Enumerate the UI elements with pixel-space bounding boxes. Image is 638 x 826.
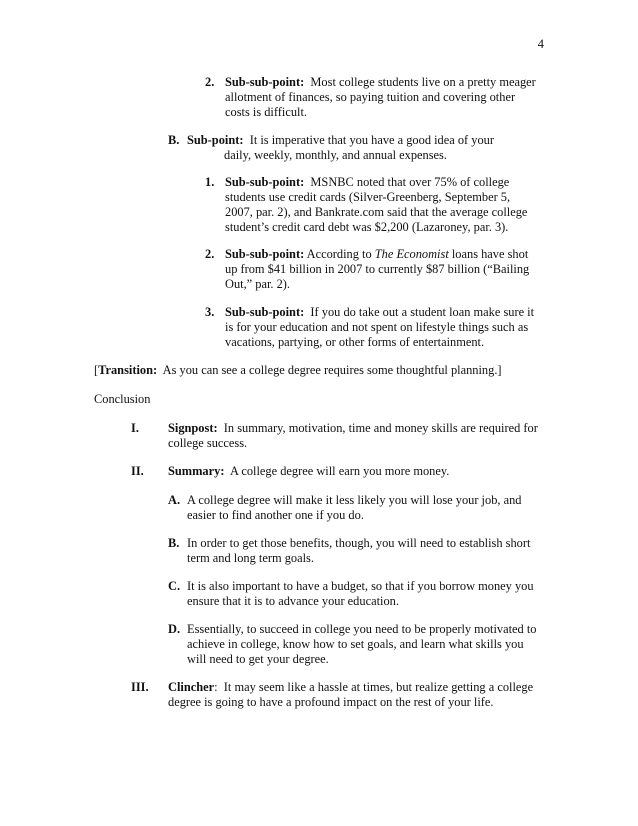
item-text-line: allotment of finances, so paying tuition and covering other [225,90,516,104]
item-text-line: MSNBC noted that over 75% of college [310,175,510,189]
item-number: 1. [205,175,215,189]
item-title: Summary: [168,464,225,478]
item-text-line: A college degree will earn you more money. [229,464,450,478]
item-text-line: Essentially, to succeed in college you need to be properly motivated to [187,622,537,636]
item-title: Clincher [168,680,215,694]
item-text-line: It may seem like a hassle at times, but realize getting a college [223,680,534,694]
item-text-line: In summary, motivation, time and money skills are required for [223,421,538,435]
item-text-line: It is imperative that you have a good idea of your [249,133,494,147]
item-number: 3. [205,305,215,319]
item-number: 2. [205,247,215,261]
item-title: Sub-sub-point: [225,247,305,261]
item-letter: A. [168,493,181,507]
item-text-line: A college degree will make it less likely you will lose your job, and [187,493,522,507]
item-title: Signpost: [168,421,218,435]
item-text-line: is for your education and not spent on lifestyle things such as [225,320,529,334]
item-title: Sub-sub-point: [225,305,305,319]
item-letter: B. [168,133,180,147]
publication-title: The Economist [374,247,449,261]
item-text-line: daily, weekly, monthly, and annual expenses. [224,148,447,162]
item-text-line: student’s credit card debt was $2,200 (Lazaroney, par. 3). [225,220,509,234]
item-text-line: college success. [168,436,248,450]
conclusion-heading: Conclusion [94,392,151,406]
roman-numeral: II. [131,464,144,478]
item-text-line: Most college students live on a pretty meager [310,75,536,89]
item-text-line: up from $41 billion in 2007 to currently $87 billion (“Bailing [225,262,530,276]
item-title: Sub-sub-point: [225,75,305,89]
item-text-line: ensure that it is to advance your education. [187,594,399,608]
transition [94,363,502,378]
item-letter: B. [168,536,180,550]
page-number: 4 [537,37,544,51]
roman-numeral: III. [131,680,149,694]
item-text-line: In order to get those benefits, though, you will need to establish short [187,536,531,550]
item-text-line: students use credit cards (Silver-Greenberg, September 5, [225,190,511,204]
item-text-pre: According to [306,247,375,261]
item-text-line: vacations, partying, or other forms of entertainment. [225,335,485,349]
item-text-line: degree is going to have a profound impact on the rest of your life. [168,695,494,709]
item-text-line: easier to find another one if you do. [187,508,364,522]
item-text-line: It is also important to have a budget, so that if you borrow money you [187,579,534,593]
item-text-post: loans have shot [448,247,529,261]
transition-open-bracket: [ [94,363,99,377]
item-title: Sub-point: [187,133,244,147]
transition-text: As you can see a college degree requires some thoughtful planning.] [162,363,502,377]
item-text-line: term and long term goals. [187,551,314,565]
item-title: Sub-sub-point: [225,175,305,189]
item-text-line: costs is difficult. [225,105,308,119]
item-text-line: achieve in college, know how to set goals, and learn what skills you [187,637,524,651]
item-text-line: If you do take out a student loan make sure it [310,305,535,319]
transition-title: Transition: [98,363,158,377]
item-number: 2. [205,75,215,89]
item-text-line: 2007, par. 2), and Bankrate.com said that the average college [225,205,528,219]
item-title-colon: : [214,680,218,694]
item-letter: D. [168,622,181,636]
item-text-line: will need to get your degree. [187,652,329,666]
roman-numeral: I. [131,421,139,435]
item-text-line: Out,” par. 2). [225,277,291,291]
item-letter: C. [168,579,181,593]
